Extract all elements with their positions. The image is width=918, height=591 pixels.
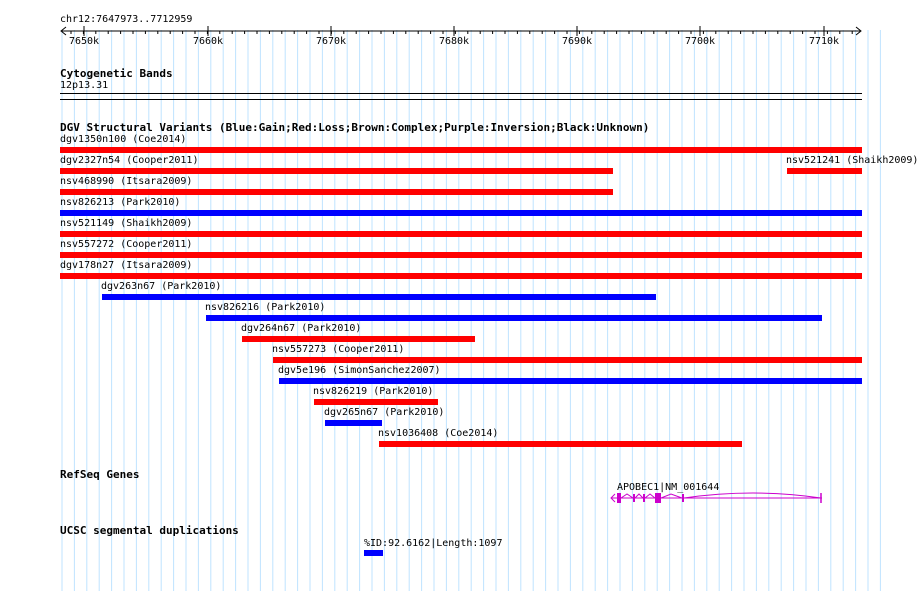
gene-label: APOBEC1|NM_001644: [617, 482, 720, 493]
ruler-tick-label: 7690k: [561, 36, 593, 47]
variant-label: nsv826213 (Park2010): [60, 197, 181, 208]
variant-bar[interactable]: [60, 189, 613, 195]
variant-label: nsv521241 (Shaikh2009): [786, 155, 918, 166]
variant-label: nsv521149 (Shaikh2009): [60, 218, 193, 229]
variant-bar[interactable]: [60, 168, 613, 174]
variant-bar[interactable]: [279, 378, 862, 384]
refseq-track-title: RefSeq Genes: [60, 468, 140, 481]
segdup-label: %ID:92.6162|Length:1097: [364, 538, 503, 549]
variant-bar[interactable]: [325, 420, 382, 426]
variant-bar[interactable]: [379, 441, 742, 447]
ruler-tick-label: 7650k: [68, 36, 100, 47]
ruler-tick-label: 7670k: [315, 36, 347, 47]
variant-bar[interactable]: [60, 210, 862, 216]
gene-model[interactable]: [605, 488, 835, 508]
gene-intron-chevron: [621, 494, 633, 498]
variant-bar[interactable]: [787, 168, 862, 174]
variant-label: nsv557273 (Cooper2011): [272, 344, 405, 355]
gene-exon: [643, 494, 645, 502]
variant-bar[interactable]: [60, 273, 862, 279]
gene-exon: [655, 493, 661, 503]
dgv-track-title: DGV Structural Variants (Blue:Gain;Red:Loss;Brown:Complex;Purple:Inversion;Black:Unknown): [60, 121, 650, 134]
gene-intron-chevron: [645, 494, 655, 498]
segdup-feature[interactable]: [364, 550, 383, 556]
variant-label: nsv1036408 (Coe2014): [378, 428, 499, 439]
segdup-track-title: UCSC segmental duplications: [60, 524, 239, 537]
variant-label: dgv5e196 (SimonSanchez2007): [278, 365, 441, 376]
variant-bar[interactable]: [60, 231, 862, 237]
variant-label: dgv178n27 (Itsara2009): [60, 260, 193, 271]
gene-exon: [617, 493, 621, 503]
variant-bar[interactable]: [314, 399, 438, 405]
ruler-tick-label: 7700k: [684, 36, 716, 47]
cytoband-track-title: Cytogenetic Bands: [60, 67, 173, 80]
gene-intron-chevron: [661, 494, 682, 498]
ruler-tick-label: 7660k: [192, 36, 224, 47]
ruler-tick-label: 7680k: [438, 36, 470, 47]
variant-bar[interactable]: [102, 294, 656, 300]
region-label: chr12:7647973..7712959: [60, 14, 193, 25]
gene-exon: [633, 494, 635, 502]
variant-bar[interactable]: [60, 252, 862, 258]
variant-label: dgv264n67 (Park2010): [241, 323, 362, 334]
variant-label: nsv826216 (Park2010): [205, 302, 326, 313]
variant-bar[interactable]: [60, 147, 862, 153]
ruler-tick-label: 7710k: [808, 36, 840, 47]
variant-label: dgv2327n54 (Cooper2011): [60, 155, 199, 166]
variant-bar[interactable]: [273, 357, 862, 363]
gene-intron-chevron: [635, 494, 643, 498]
variant-label: dgv263n67 (Park2010): [101, 281, 222, 292]
gene-exon: [682, 494, 684, 502]
gene-intron-arc: [684, 493, 821, 498]
variant-label: nsv468990 (Itsara2009): [60, 176, 193, 187]
variant-bar[interactable]: [206, 315, 822, 321]
variant-label: dgv265n67 (Park2010): [324, 407, 445, 418]
variant-label: dgv1350n100 (Coe2014): [60, 134, 187, 145]
variant-bar[interactable]: [242, 336, 475, 342]
variant-label: nsv557272 (Cooper2011): [60, 239, 193, 250]
cytoband-bar[interactable]: [60, 93, 862, 100]
cytoband-label: 12p13.31: [60, 80, 109, 91]
variant-label: nsv826219 (Park2010): [313, 386, 434, 397]
